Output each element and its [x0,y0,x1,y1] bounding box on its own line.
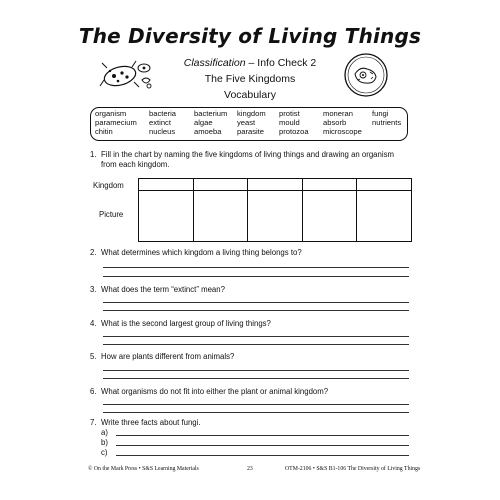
kingdoms-chart [138,178,412,242]
answer-line[interactable] [116,455,409,456]
vocabulary-heading: Vocabulary [224,89,276,101]
kingdom-cell[interactable] [357,179,412,191]
vocab-word: extinct [149,118,171,127]
question-text: How are plants different from animals? [101,352,235,361]
question-number: 2. [90,248,97,257]
picture-cell[interactable] [357,191,412,242]
answer-line[interactable] [103,336,409,337]
answer-line[interactable] [103,267,409,268]
vocab-word: bacteria [149,109,177,118]
fact-label: b) [101,438,108,447]
question-text: Write three facts about fungi. [101,418,201,427]
vocab-word: nutrients [372,118,402,127]
vocab-word: nucleus [149,127,176,136]
question-number: 3. [90,285,97,294]
info-check-label: – Info Check 2 [245,57,317,69]
question-6 [90,387,410,399]
answer-line[interactable] [116,435,409,436]
vocab-word: chitin [95,127,113,136]
picture-cell[interactable] [139,191,194,242]
page-number: 23 [247,466,253,472]
vocab-word: organism [95,109,127,118]
answer-line[interactable] [103,302,409,303]
answer-line[interactable] [103,404,409,405]
question-text: What determines which kingdom a living thing belongs to? [101,248,302,257]
vocab-word: kingdom [237,109,266,118]
picture-row-label: Picture [99,210,124,219]
answer-line[interactable] [103,310,409,311]
answer-line[interactable] [103,276,409,277]
vocab-word: protozoa [279,127,309,136]
answer-line[interactable] [103,344,409,345]
vocab-word: protist [279,109,300,118]
question-number: 4. [90,319,97,328]
cell-illustration [343,52,389,98]
question-number: 1. [90,150,97,159]
answer-line[interactable] [103,412,409,413]
subtitle-classification [0,57,500,69]
vocab-word: microscope [323,127,362,136]
subtitle-five-kingdoms: The Five Kingdoms [204,73,296,85]
question-number: 6. [90,387,97,396]
page-title: The Diversity of Living Things [78,24,422,48]
microorganism-illustration [98,56,156,94]
question-2 [90,248,410,260]
kingdom-cell[interactable] [193,179,248,191]
picture-cell[interactable] [193,191,248,242]
answer-line[interactable] [103,370,409,371]
answer-line[interactable] [103,378,409,379]
question-1 [90,150,410,172]
vocab-word: amoeba [194,127,222,136]
question-5 [90,352,410,364]
vocab-word: moneran [323,109,353,118]
vocabulary-box [90,107,408,141]
question-number: 7. [90,418,97,427]
question-text: What does the term “extinct” mean? [101,285,225,294]
question-3 [90,285,410,297]
picture-cell[interactable] [248,191,303,242]
question-text: Fill in the chart by naming the five kingdoms of living things and drawing an organism from each kingdom. [101,150,394,169]
fact-label: a) [101,428,108,437]
vocab-word: parasite [237,127,265,136]
kingdom-cell[interactable] [139,179,194,191]
vocab-word: mould [279,118,300,127]
kingdom-row-label: Kingdom [93,181,124,190]
vocab-word: algae [194,118,213,127]
answer-line[interactable] [116,445,409,446]
picture-cell[interactable] [302,191,357,242]
fact-label: c) [101,448,108,457]
vocab-word: paramecium [95,118,137,127]
question-text: What is the second largest group of living things? [101,319,271,328]
footer-product-code: OTM-2106 • S&S B1-106 The Diversity of Living Things [285,466,421,472]
question-number: 5. [90,352,97,361]
kingdom-cell[interactable] [302,179,357,191]
vocab-word: fungi [372,109,389,118]
vocab-word: absorb [323,118,347,127]
footer-publisher: © On the Mark Press • S&S Learning Materials [88,466,199,472]
question-text: What organisms do not fit into either the plant or animal kingdom? [101,387,329,396]
vocab-word: yeast [237,118,256,127]
kingdom-cell[interactable] [248,179,303,191]
vocab-word: bacterium [194,109,228,118]
classification-label: Classification [183,57,246,69]
question-4 [90,319,410,331]
question-7 [90,418,410,430]
